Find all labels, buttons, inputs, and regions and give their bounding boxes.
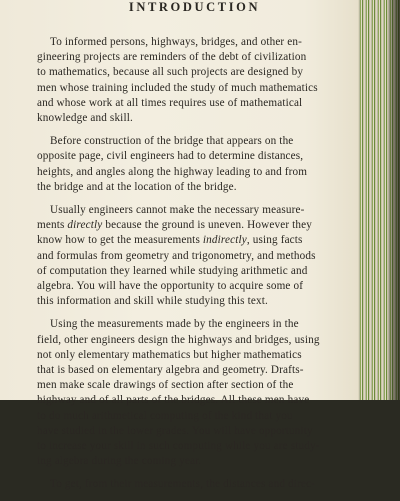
edge-shadow: [388, 0, 400, 400]
text-line: and formulas from geometry and trigonometry, and methods: [37, 249, 316, 262]
paragraph-3: [37, 203, 352, 309]
page-heading: INTRODUCTION: [128, 0, 261, 14]
text-line: not only elementary mathematics but higher mathematics: [37, 348, 302, 361]
text-line: of computation they learned while studying arithmetic and: [37, 264, 308, 277]
text-line: to do much arithmetical computing of the kind that you: [37, 409, 293, 422]
text-line: have studied in the lower grades. You will have opportunity: [37, 424, 313, 437]
text-line: field, other engineers design the highways and bridges, using: [37, 333, 320, 346]
text-line: To informed persons, highways, bridges, and other en-: [50, 36, 302, 48]
text-line: gineering projects are reminders of the debt of civilization: [37, 51, 307, 64]
text-line: Before construction of the bridge that appears on the: [50, 135, 294, 148]
emphasis-text: indirectly: [202, 234, 247, 247]
paragraph-5: [37, 477, 352, 492]
text-line: to increase your skill in such computing while you are study-: [37, 440, 320, 453]
text-line: that is based on elementary algebra and geometry. Drafts-: [37, 364, 304, 377]
paragraph-2: [37, 134, 352, 195]
text-line: know how to get the measurements indirectly, using facts: [37, 234, 303, 247]
text-line: Using the measurements made by the engineers in the: [50, 318, 299, 331]
text-line: ing algebra during the coming year.: [37, 455, 202, 468]
paragraph-1: [37, 35, 352, 126]
text-line: the bridge and at the location of the bridge.: [37, 180, 237, 193]
emphasis-text: directly: [67, 219, 103, 232]
text-line: Usually engineers cannot make the necessary measure-: [50, 204, 305, 217]
text-line: To get, from their measurements, the distances and direc-: [50, 478, 315, 491]
text-line: highway and of all parts of the bridges. All these men have: [37, 394, 310, 407]
page-text-block: [37, 0, 352, 501]
text-line: ments directly because the ground is uneven. However they: [37, 219, 313, 232]
text-line: men make scale drawings of section after section of the: [37, 379, 294, 392]
text-line: men whose training included the study of much mathematics: [37, 81, 318, 94]
text-line: and whose work at all times requires use of mathematical: [37, 96, 303, 109]
text-line: knowledge and skill.: [37, 112, 133, 125]
text-line: to mathematics, because all such projects are designed by: [37, 66, 304, 79]
paragraph-4: [37, 317, 352, 469]
text-line: algebra. You will have the opportunity to acquire some of: [37, 280, 304, 293]
text-line: heights, and angles along the highway leading to and from: [37, 165, 308, 178]
text-line: opposite page, civil engineers had to determine distances,: [37, 150, 304, 163]
text-line: this information and skill while studying this text.: [37, 295, 268, 308]
